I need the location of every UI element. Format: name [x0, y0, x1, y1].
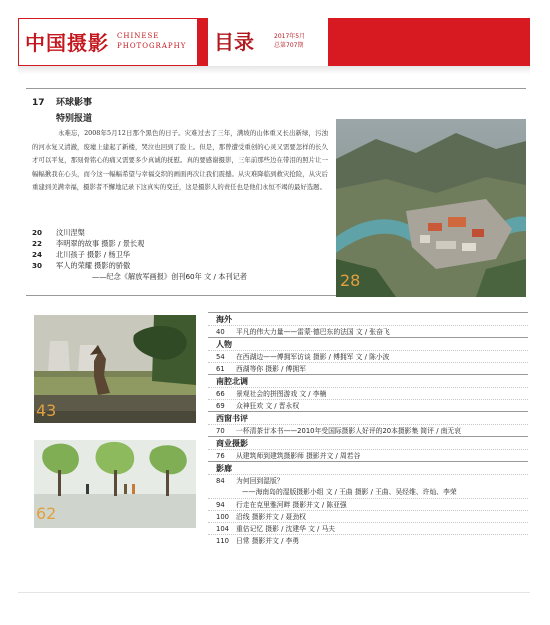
masthead — [18, 18, 530, 66]
section-heading: 商业摄影 — [208, 436, 528, 449]
section-heading: 影廊 — [208, 461, 528, 474]
toc-entry[interactable]: 70 一杯清茶廿本书——2010年受国际摄影人好评的20本摄影集 简评 / 南无哀 — [208, 424, 528, 436]
issue-info: 2017年5月 总第707期 — [274, 33, 306, 49]
section-heading: 南腔北调 — [208, 374, 528, 387]
toc-entry[interactable]: 76 从建筑师到建筑摄影师 摄影并文 / 周若谷 — [208, 449, 528, 461]
photo-page-number: 43 — [36, 401, 57, 420]
section-heading: 人物 — [208, 337, 528, 350]
toc-entry[interactable]: 110 日常 摄影并文 / 李勇 — [208, 534, 528, 546]
toc-entry[interactable]: 61 西湖等你 摄影 / 傅拥军 — [208, 362, 528, 374]
feature-panel — [26, 88, 526, 296]
toc-entry[interactable]: 104 重估记忆 摄影 / 沈建华 文 / 马夫 — [208, 522, 528, 534]
header-shadow — [18, 66, 530, 74]
contents-list — [208, 312, 528, 546]
toc-entry[interactable]: 24 北川孩子 摄影 / 杨卫华 — [32, 250, 130, 259]
toc-entry[interactable]: 94 行走在克里雅河畔 摄影并文 / 陈亚强 — [208, 498, 528, 510]
city-valley-photo[interactable] — [336, 119, 526, 297]
toc-entry[interactable]: 100 沿线 摄影并文 / 聂劲权 — [208, 510, 528, 522]
power-plant-sculpture-photo[interactable] — [34, 315, 196, 423]
toc-entry[interactable]: 66 景观社会的拼图游戏 文 / 李楠 — [208, 387, 528, 399]
toc-entry[interactable]: 40 平凡的伟大力量——雷蒙·德巴东的法国 文 / 张奋飞 — [208, 325, 528, 337]
toc-entry-subtitle: ——纪念《解放军画报》创刊60年 文 / 本刊记者 — [92, 272, 247, 281]
photo-page-number: 28 — [340, 271, 361, 290]
magazine-logo — [18, 18, 198, 66]
feature-intro-paragraph: 永难忘，2008年5月12日那个黑色的日子。灾难过去了三年，满坡的山体重又长出新绿，污浊的河水复又清澈，废墟上建起了新楼，哭泣也回到了脸上。但是，那曾遭受重创的心灵又需要怎样的长久才可以平复，那刻骨铭心的痛又需要多少真诚的抚慰。真的要感谢摄影，三年前那些边在带泪的照片让一幅幅揪我在心头，而今这一幅幅希望与幸福交织的画面再次让我们震撼。从灾难降临到救灾抢险，从灾后重建到美满幸福，摄影者不懈地记录下这真实的变迁，这是摄影人的责任也是他们永恒不竭的最好选题。 — [32, 129, 328, 191]
logo-english-text: CHINESE PHOTOGRAPHY — [117, 32, 187, 50]
section-heading: 海外 — [208, 312, 528, 325]
toc-entry[interactable]: 84 为何回到湿版？ — [208, 474, 528, 486]
feature-subheading: 特别报道 — [56, 114, 93, 124]
toc-entry[interactable]: 20 汶川涅槃 — [32, 228, 85, 237]
section-heading: 西窗书评 — [208, 411, 528, 424]
photo-page-number: 62 — [36, 504, 57, 523]
toc-entry[interactable]: 54 在西湖边——傅拥军访谈 摄影 / 傅拥军 文 / 陈小波 — [208, 350, 528, 362]
toc-entry[interactable]: 69 众神狂欢 文 / 晋永权 — [208, 399, 528, 411]
page-title: 目录 — [214, 30, 254, 54]
logo-chinese-text: 中国摄影 — [25, 31, 109, 55]
page-bottom-divider — [18, 592, 530, 593]
feature-heading: 17 环球影事 — [32, 98, 93, 108]
willow-park-photo[interactable] — [34, 440, 196, 528]
toc-entry[interactable]: 30 军人的荣耀 摄影的骄傲 — [32, 261, 131, 270]
feature-items — [32, 227, 332, 282]
contents-title-box — [208, 18, 328, 66]
toc-entry-subtitle: ——海南岛的湿版摄影小组 文 / 王曲 摄影 / 王曲、吴经维、许灿、李荣 — [242, 488, 457, 496]
toc-entry[interactable]: 22 李明翠的故事 摄影 / 景长观 — [32, 239, 145, 248]
